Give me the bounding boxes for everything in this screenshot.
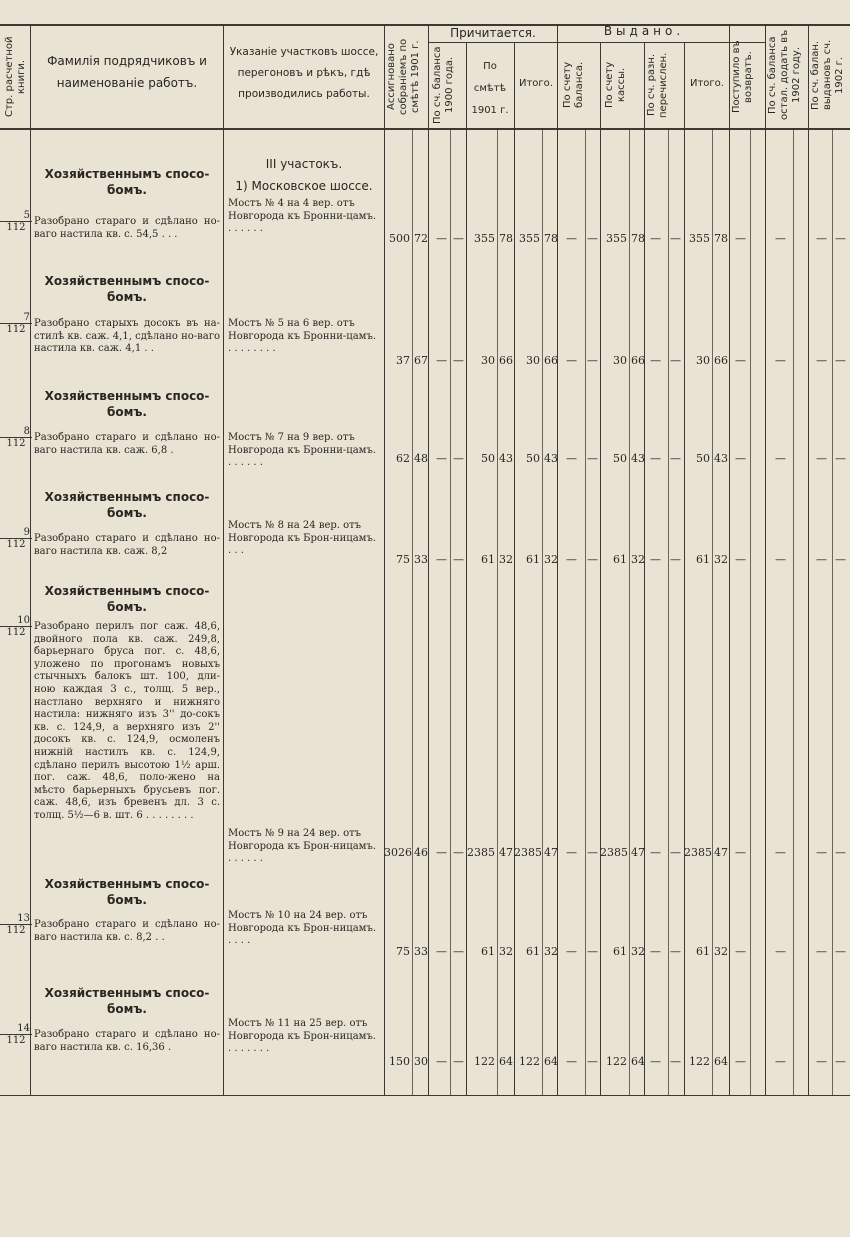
due-estimate-kop: 66 (499, 354, 513, 367)
balance-1902-dash: — (816, 553, 827, 566)
row-book-ref (0, 312, 32, 336)
header-paid-balance: По счету баланса. (562, 61, 585, 109)
due-balance-dash: — (436, 1055, 447, 1068)
row-book-ref (0, 426, 32, 450)
paid-total-rub: 50 (696, 452, 710, 465)
paid-cash-rub: 61 (613, 945, 627, 958)
row-location: Мостъ № 7 на 9 вер. отъ Новгорода къ Бронни-цамъ. . . . . . . (228, 432, 376, 469)
row-description: Разобрано перилъ пог саж. 48,6, двойного пола кв. саж. 249,8, барьернаго бруса пог. с. 48,6, уложено по прогонамъ новыхъ стычныхъ балокъ шт. 100, дли-ною каждая 3 с., толщ. 5 вер., настлано верхняго и нижняго настила: нижняго изъ 3'' до-сокъ кв. с. 124,9, а верхняго изъ 2'' досокъ кв. с. 124,9, осмоленъ нижній настилъ кв. с. 124,9, сдѣлано перилъ высотою 1½ арш. пог. саж. 48,6, поло-жено на мѣсто барьерныхъ брусьевъ пог. саж. 48,6, изъ бревенъ дл. 3 с. толщ. 5½—6 в. шт. 6 . . . . . . . . (34, 621, 220, 821)
due-estimate-kop: 47 (499, 846, 513, 859)
paid-balance-dash: — (587, 846, 598, 859)
due-total-rub: 50 (526, 452, 540, 465)
paid-balance-dash: — (587, 1055, 598, 1068)
paid-cash-kop: 32 (631, 553, 645, 566)
col-rule (514, 42, 515, 1095)
due-balance-dash: — (453, 553, 464, 566)
paid-total-kop: 32 (714, 553, 728, 566)
assigned-rub: 37 (396, 354, 410, 367)
due-total-rub: 122 (519, 1055, 540, 1068)
due-total-kop: 78 (544, 232, 558, 245)
row-book-ref (0, 1023, 32, 1047)
paid-balance-dash: — (587, 945, 598, 958)
row-location: Мостъ № 10 на 24 вер. отъ Новгорода къ Брон-ницамъ. . . . . (228, 910, 376, 947)
paid-balance-dash: — (566, 232, 577, 245)
due-total-rub: 2385 (514, 846, 542, 859)
ref-bottom: 112 (6, 222, 26, 233)
paid-balance-dash: — (566, 452, 577, 465)
due-total-kop: 47 (544, 846, 558, 859)
balance-1902-dash: — (816, 354, 827, 367)
row-heading: Хозяйственнымъ спосо-бомъ. (44, 274, 210, 304)
returned-dash: — (735, 553, 746, 566)
paid-total-rub: 2385 (684, 846, 712, 859)
kop-rule (542, 130, 543, 1095)
col-rule (808, 24, 809, 1095)
paid-misc-dash: — (650, 945, 661, 958)
paid-balance-dash: — (587, 452, 598, 465)
col-rule (466, 42, 467, 1095)
balance-1902-dash: — (835, 553, 846, 566)
ref-top: 13 (0, 913, 32, 925)
ref-top: 14 (0, 1023, 32, 1035)
col-rule (600, 42, 601, 1095)
due-balance-dash: — (453, 452, 464, 465)
row-heading: Хозяйственнымъ спосо-бомъ. (44, 389, 210, 419)
kop-rule (668, 130, 669, 1095)
due-estimate-kop: 32 (499, 945, 513, 958)
due-total-kop: 66 (544, 354, 558, 367)
due-balance-dash: — (453, 232, 464, 245)
remaining-dash: — (775, 846, 786, 859)
row-heading: Хозяйственнымъ спосо-бомъ. (44, 986, 210, 1016)
header-location: Указаніе участковъ шоссе, перегоновъ и рѣкъ, гдѣ производились работы. (229, 46, 379, 100)
section-road: 1) Московское шоссе. (235, 179, 373, 193)
kop-rule (832, 130, 833, 1095)
paid-total-kop: 43 (714, 452, 728, 465)
header-remaining: По сч. баланса остал. додать въ 1902 году. (767, 29, 802, 121)
balance-1902-dash: — (835, 945, 846, 958)
balance-1902-dash: — (835, 232, 846, 245)
due-total-rub: 61 (526, 945, 540, 958)
row-description: Разобрано стараго и сдѣлано но-ваго настила кв. саж. 8,2 (34, 533, 220, 557)
due-balance-dash: — (453, 1055, 464, 1068)
header-paid-total: Итого. (690, 78, 724, 89)
due-balance-dash: — (453, 354, 464, 367)
balance-1902-dash: — (816, 846, 827, 859)
header-due-balance: По сч. баланса 1900 года. (432, 46, 455, 124)
balance-1902-dash: — (835, 1055, 846, 1068)
returned-dash: — (735, 354, 746, 367)
assigned-rub: 62 (396, 452, 410, 465)
row-location: Мостъ № 9 на 24 вер. отъ Новгорода къ Брон-ницамъ. . . . . . . (228, 828, 376, 865)
row-description: Разобрано стараго и сдѣлано но-ваго настила кв. саж. 6,8 . (34, 432, 220, 456)
row-heading: Хозяйственнымъ спосо-бомъ. (44, 584, 210, 614)
paid-cash-rub: 30 (613, 354, 627, 367)
assigned-rub: 75 (396, 945, 410, 958)
balance-1902-dash: — (835, 846, 846, 859)
assigned-rub: 75 (396, 553, 410, 566)
col-rule (223, 24, 224, 1095)
paid-balance-dash: — (587, 354, 598, 367)
header-due-group: Причитается. (450, 26, 536, 40)
row-heading: Хозяйственнымъ спосо-бомъ. (44, 877, 210, 907)
paid-total-rub: 122 (689, 1055, 710, 1068)
kop-rule (497, 130, 498, 1095)
paid-misc-dash: — (650, 1055, 661, 1068)
paid-balance-dash: — (566, 1055, 577, 1068)
due-estimate-kop: 32 (499, 553, 513, 566)
balance-1902-dash: — (835, 354, 846, 367)
assigned-kop: 72 (414, 232, 428, 245)
row-description: Разобрано старыхъ досокъ въ на-стилѣ кв. саж. 4,1, сдѣлано но-ваго настила кв. саж. 4,1 . . (34, 318, 220, 355)
row-book-ref (0, 210, 32, 234)
header-book-page: Стр. расчетной книги. (4, 36, 27, 118)
assigned-kop: 67 (414, 354, 428, 367)
kop-rule (585, 130, 586, 1095)
paid-misc-dash: — (670, 232, 681, 245)
due-estimate-kop: 78 (499, 232, 513, 245)
paid-misc-dash: — (650, 553, 661, 566)
paid-misc-dash: — (650, 452, 661, 465)
col-rule (428, 24, 429, 1095)
due-estimate-rub: 2385 (467, 846, 495, 859)
due-estimate-rub: 122 (474, 1055, 495, 1068)
remaining-dash: — (775, 1055, 786, 1068)
paid-cash-rub: 2385 (600, 846, 628, 859)
paid-balance-dash: — (566, 846, 577, 859)
ref-bottom: 112 (6, 1035, 26, 1046)
ref-bottom: 112 (6, 438, 26, 449)
returned-dash: — (735, 945, 746, 958)
paid-total-rub: 61 (696, 553, 710, 566)
row-location: Мостъ № 8 на 24 вер. отъ Новгорода къ Брон-ницамъ. . . . (228, 520, 376, 557)
row-description: Разобрано стараго и сдѣлано но-ваго настила кв. с. 8,2 . . (34, 919, 220, 943)
col-rule (644, 42, 645, 1095)
group-header-rule (428, 42, 765, 43)
paid-balance-dash: — (587, 553, 598, 566)
paid-total-kop: 64 (714, 1055, 728, 1068)
paid-misc-dash: — (670, 354, 681, 367)
paid-cash-kop: 64 (631, 1055, 645, 1068)
due-balance-dash: — (436, 354, 447, 367)
paid-cash-kop: 32 (631, 945, 645, 958)
due-total-rub: 355 (519, 232, 540, 245)
col-rule (729, 24, 730, 1095)
due-estimate-rub: 61 (481, 945, 495, 958)
kop-rule (629, 130, 630, 1095)
header-bottom-rule (0, 128, 850, 130)
paid-total-kop: 78 (714, 232, 728, 245)
paid-total-rub: 30 (696, 354, 710, 367)
header-assigned: Ассигновано собраніемъ по смѣтѣ 1901 г. (386, 38, 421, 116)
row-location: Мостъ № 5 на 6 вер. отъ Новгорода къ Бронни-цамъ. . . . . . . . . (228, 318, 376, 355)
section-title: III участокъ. (265, 157, 343, 171)
due-estimate-kop: 43 (499, 452, 513, 465)
ref-top: 7 (0, 312, 32, 324)
paid-balance-dash: — (587, 232, 598, 245)
paid-misc-dash: — (650, 232, 661, 245)
row-description: Разобрано стараго и сдѣлано но-ваго настила кв. с. 16,36 . (34, 1029, 220, 1053)
row-heading: Хозяйственнымъ спосо-бомъ. (44, 490, 210, 520)
balance-1902-dash: — (816, 452, 827, 465)
ref-bottom: 112 (6, 925, 26, 936)
due-balance-dash: — (436, 452, 447, 465)
assigned-kop: 48 (414, 452, 428, 465)
row-book-ref (0, 527, 32, 551)
assigned-rub: 3026 (384, 846, 412, 859)
balance-1902-dash: — (835, 452, 846, 465)
row-book-ref (0, 615, 32, 639)
due-total-kop: 43 (544, 452, 558, 465)
row-location: Мостъ № 4 на 4 вер. отъ Новгорода къ Бронни-цамъ. . . . . . . (228, 198, 376, 235)
due-estimate-kop: 64 (499, 1055, 513, 1068)
row-description: Разобрано стараго и сдѣлано но-ваго настила кв. с. 54,5 . . . (34, 216, 220, 240)
paid-cash-kop: 78 (631, 232, 645, 245)
assigned-rub: 500 (389, 232, 410, 245)
ref-top: 5 (0, 210, 32, 222)
due-total-kop: 32 (544, 945, 558, 958)
due-balance-dash: — (453, 846, 464, 859)
paid-balance-dash: — (566, 553, 577, 566)
returned-dash: — (735, 1055, 746, 1068)
paid-balance-dash: — (566, 945, 577, 958)
paid-total-kop: 32 (714, 945, 728, 958)
paid-total-rub: 355 (689, 232, 710, 245)
paid-cash-rub: 355 (606, 232, 627, 245)
bottom-rule (0, 1095, 850, 1096)
kop-rule (450, 130, 451, 1095)
col-rule (765, 24, 766, 1095)
assigned-kop: 46 (414, 846, 428, 859)
balance-1902-dash: — (816, 232, 827, 245)
remaining-dash: — (775, 354, 786, 367)
header-due-estimate: По смѣтѣ 1901 г. (471, 61, 509, 116)
paid-misc-dash: — (650, 846, 661, 859)
ref-top: 10 (0, 615, 32, 627)
paid-cash-kop: 43 (631, 452, 645, 465)
assigned-kop: 30 (414, 1055, 428, 1068)
due-total-kop: 32 (544, 553, 558, 566)
returned-dash: — (735, 232, 746, 245)
paid-misc-dash: — (650, 354, 661, 367)
header-due-total: Итого. (519, 78, 553, 89)
assigned-rub: 150 (389, 1055, 410, 1068)
ref-top: 9 (0, 527, 32, 539)
row-heading: Хозяйственнымъ спосо-бомъ. (44, 167, 210, 197)
paid-misc-dash: — (670, 1055, 681, 1068)
ref-bottom: 112 (6, 324, 26, 335)
due-balance-dash: — (436, 846, 447, 859)
remaining-dash: — (775, 452, 786, 465)
row-book-ref (0, 913, 32, 937)
header-paid-cash: По счету кассы. (604, 61, 627, 109)
paid-misc-dash: — (670, 553, 681, 566)
paid-cash-rub: 61 (613, 553, 627, 566)
due-total-rub: 61 (526, 553, 540, 566)
assigned-kop: 33 (414, 945, 428, 958)
ref-bottom: 112 (6, 627, 26, 638)
due-estimate-rub: 355 (474, 232, 495, 245)
header-paid-group: Выдано. (603, 24, 685, 38)
due-balance-dash: — (453, 945, 464, 958)
balance-1902-dash: — (816, 945, 827, 958)
due-estimate-rub: 30 (481, 354, 495, 367)
paid-balance-dash: — (566, 354, 577, 367)
returned-dash: — (735, 452, 746, 465)
due-balance-dash: — (436, 232, 447, 245)
header-balance-1902: По сч. балан. выдановъ сч. 1902 г. (810, 39, 845, 111)
paid-total-kop: 47 (714, 846, 728, 859)
kop-rule (712, 130, 713, 1095)
paid-misc-dash: — (670, 846, 681, 859)
due-total-kop: 64 (544, 1055, 558, 1068)
assigned-kop: 33 (414, 553, 428, 566)
header-contractor: Фамилія подрядчиковъ и наименованіе работъ. (47, 54, 207, 90)
ref-top: 8 (0, 426, 32, 438)
due-estimate-rub: 61 (481, 553, 495, 566)
returned-dash: — (735, 846, 746, 859)
paid-cash-kop: 66 (631, 354, 645, 367)
col-rule (684, 42, 685, 1095)
header-paid-misc: По сч. разн. перечислен. (646, 52, 669, 118)
kop-rule (750, 130, 751, 1095)
remaining-dash: — (775, 945, 786, 958)
due-total-rub: 30 (526, 354, 540, 367)
remaining-dash: — (775, 553, 786, 566)
paid-cash-kop: 47 (631, 846, 645, 859)
due-estimate-rub: 50 (481, 452, 495, 465)
due-balance-dash: — (436, 553, 447, 566)
kop-rule (412, 130, 413, 1095)
paid-cash-rub: 50 (613, 452, 627, 465)
ref-bottom: 112 (6, 539, 26, 550)
paid-cash-rub: 122 (606, 1055, 627, 1068)
due-balance-dash: — (436, 945, 447, 958)
paid-total-kop: 66 (714, 354, 728, 367)
row-location: Мостъ № 11 на 25 вер. отъ Новгорода къ Брон-ницамъ. . . . . . . . (228, 1018, 376, 1055)
kop-rule (793, 130, 794, 1095)
header-returned: Поступило въ возвратъ. (731, 40, 754, 114)
paid-misc-dash: — (670, 452, 681, 465)
remaining-dash: — (775, 232, 786, 245)
paid-total-rub: 61 (696, 945, 710, 958)
paid-misc-dash: — (670, 945, 681, 958)
balance-1902-dash: — (816, 1055, 827, 1068)
